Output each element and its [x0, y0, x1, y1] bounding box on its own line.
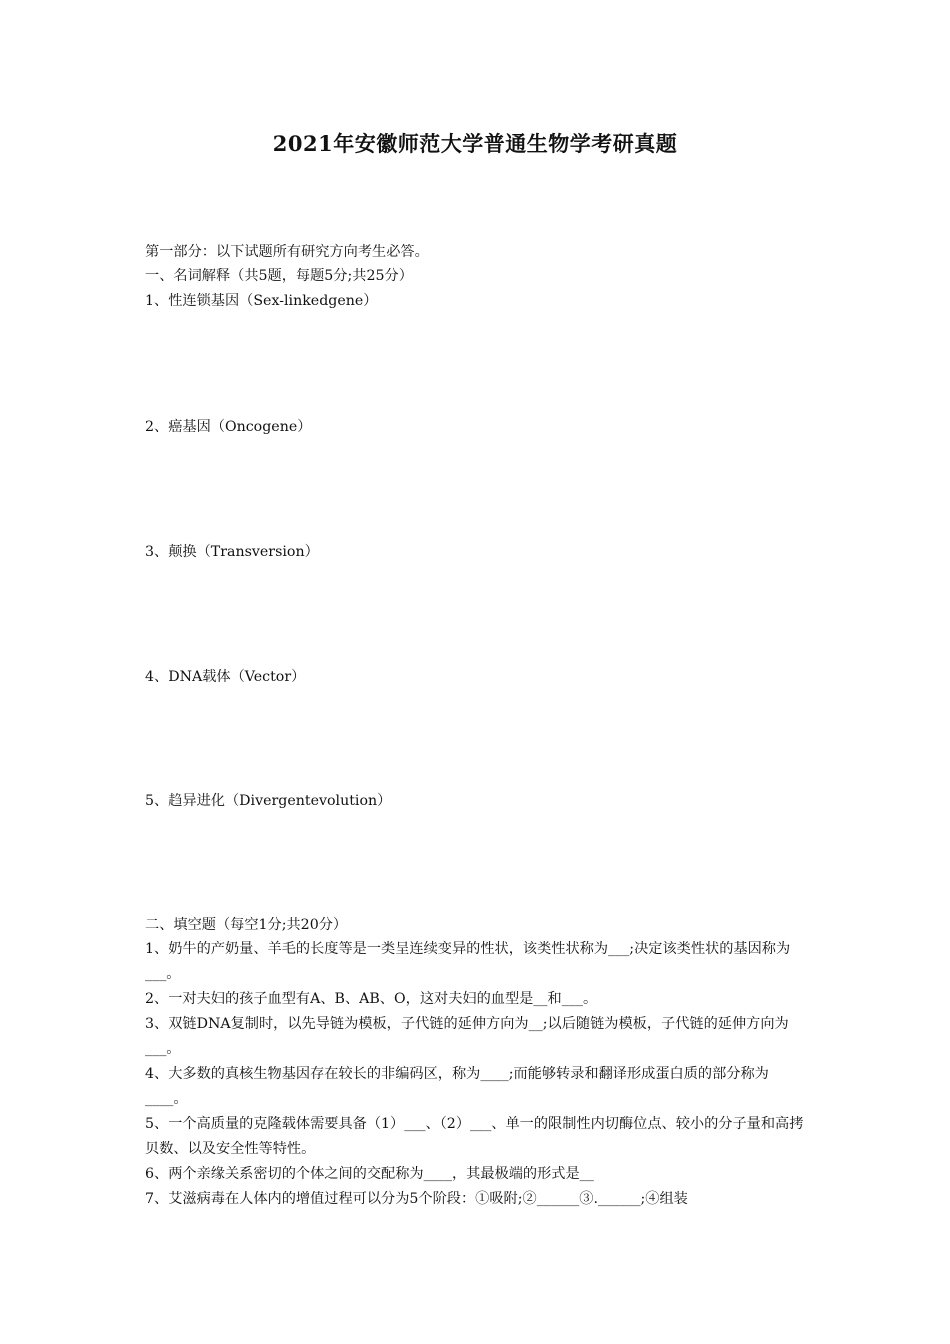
definition-item: 1、性连锁基因（Sex-linkedgene） [145, 293, 378, 309]
fill-in-item: 3、双链DNA复制时，以先导链为模板，子代链的延伸方向为__;以后随链为模板，子代链的延伸方向为___。 [145, 1016, 789, 1057]
section-heading-fill-in: 二、填空题（每空1分;共20分） [145, 917, 348, 933]
fill-in-item: 6、两个亲缘关系密切的个体之间的交配称为____，其最极端的形式是__ [145, 1166, 594, 1182]
page-title: 2021年安徽师范大学普通生物学考研真题 [272, 131, 678, 156]
fill-in-item: 4、大多数的真核生物基因存在较长的非编码区，称为____;而能够转录和翻译形成蛋白质的部分称为____。 [145, 1066, 769, 1107]
fill-in-item: 1、奶牛的产奶量、羊毛的长度等是一类呈连续变异的性状，该类性状称为___;决定该类性状的基因称为___。 [145, 941, 791, 982]
part-note: 第一部分：以下试题所有研究方向考生必答。 [145, 244, 429, 260]
definition-item: 5、趋异进化（Divergentevolution） [145, 793, 392, 809]
fill-in-item: 5、一个高质量的克隆载体需要具备（1）___、（2）___、单一的限制性内切酶位点、较小的分子量和高拷贝数、以及安全性等特性。 [145, 1116, 804, 1157]
definition-item: 2、癌基因（Oncogene） [145, 419, 312, 435]
section-heading-definitions: 一、名词解释（共5题，每题5分;共25分） [145, 268, 413, 284]
definition-item: 4、DNA载体（Vector） [145, 669, 306, 685]
fill-in-item: 7、艾滋病毒在人体内的增值过程可以分为5个阶段：①吸附;②______③.______;④组装 [145, 1191, 688, 1207]
fill-in-item: 2、一对夫妇的孩子血型有A、B、AB、O，这对夫妇的血型是__和___。 [145, 991, 598, 1007]
definition-item: 3、颠换（Transversion） [145, 544, 319, 560]
